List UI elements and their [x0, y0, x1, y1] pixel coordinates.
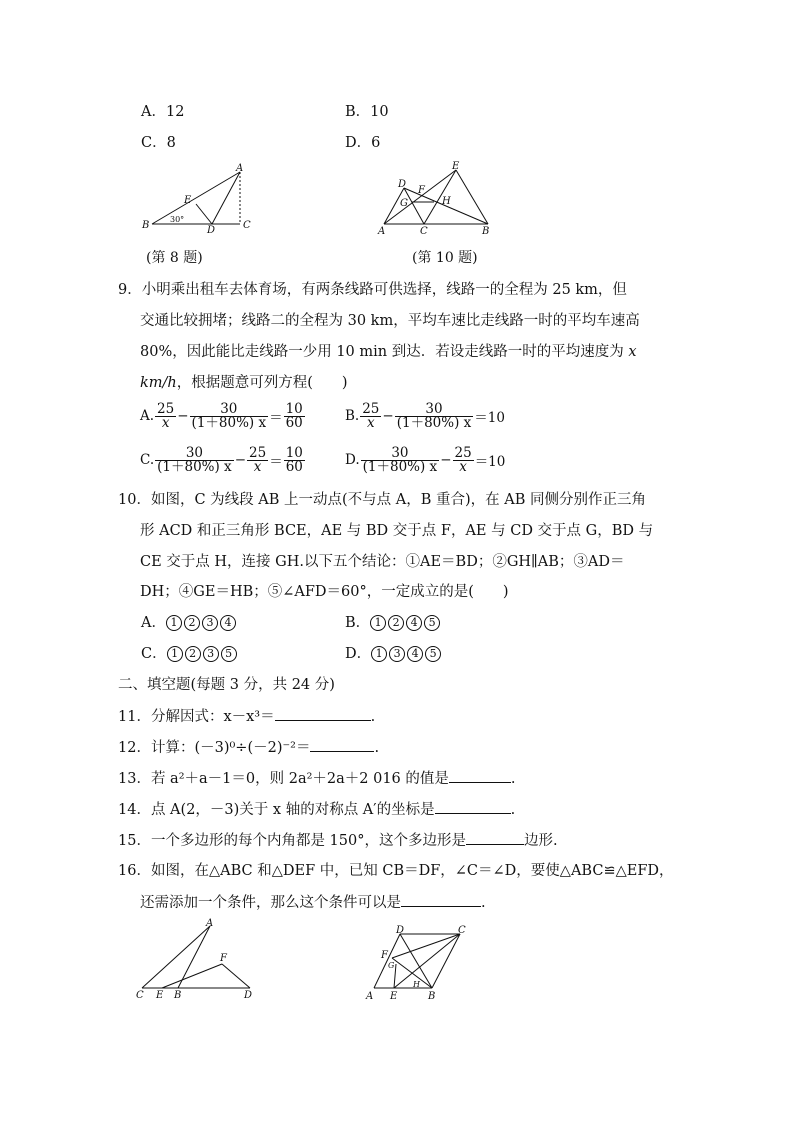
q10-line1: 10．如图，C 为线段 AB 上一动点(不与点 A，B 重合)，在 AB 同侧分别作正三角: [118, 492, 647, 508]
q16-label-c: C: [136, 990, 144, 1001]
q8-angle-label: 30°: [170, 215, 185, 224]
q16-figure: [134, 916, 258, 1002]
q8-label-e: E: [184, 195, 192, 206]
q8-label-c: C: [243, 220, 251, 231]
q8-label-a: A: [236, 163, 244, 174]
q10-line3: CE 交于点 H，连接 GH.以下五个结论：①AE＝BD；②GH∥AB；③AD＝: [140, 554, 625, 570]
q17-label-a: A: [366, 991, 374, 1002]
q10-label-c: C: [420, 226, 428, 237]
q8-option-d: D．6: [345, 135, 381, 151]
q8-figure: [140, 162, 260, 234]
q8-option-c: C．8: [141, 135, 176, 151]
q17-label-g: G: [388, 961, 395, 970]
q9-unit: km/h: [140, 375, 177, 391]
q16-label-e: E: [156, 990, 164, 1001]
q14-answer-blank[interactable]: [435, 799, 511, 814]
q9-text-1: 小明乘出租车去体育场，有两条线路可供选择，线路一的全程为 25 km，但: [141, 282, 627, 298]
q10-label-a: A: [378, 226, 386, 237]
q9-var-x: x: [628, 344, 637, 360]
q16-line2: 还需添加一个条件，那么这个条件可以是 .: [140, 892, 486, 913]
q10-label-f: F: [418, 185, 425, 196]
q13: 13．若 a²＋a－1＝0，则 2a²＋2a＋2 016 的值是 .: [118, 768, 516, 789]
q16-line1: 16．如图，在△ABC 和△DEF 中，已知 CB＝DF，∠C＝∠D，要使△ABC≌△EFD，: [118, 863, 674, 879]
q9-text-3: 80%，因此能比走线路一少用 10 min 到达．若设走线路一时的平均速度为: [140, 344, 624, 360]
q10-figure: [376, 160, 496, 238]
q10-caption: (第 10 题): [412, 250, 478, 266]
q9-line2: 交通比较拥堵；线路二的全程为 30 km，平均车速比走线路一时的平均车速高: [140, 313, 640, 329]
q12: 12．计算：(－3)⁰÷(－2)⁻²＝ .: [118, 737, 379, 758]
q10-option-d: D． 1 3 4 5: [345, 644, 443, 664]
q9-line4: [140, 373, 348, 393]
q17-figure: [362, 922, 474, 1004]
q9-option-d: D. $\frac{30}{(1+80\%) x}$ − $\frac{25}{x}$ ＝10: [345, 444, 506, 475]
q10-label-g: G: [400, 198, 408, 209]
q16-label-f: F: [220, 953, 227, 964]
q17-label-f: F: [381, 950, 388, 961]
q8-caption: (第 8 题): [146, 250, 203, 266]
q10-label-d: D: [398, 179, 407, 190]
q16-label-d: D: [244, 990, 253, 1001]
q10-label-b: B: [482, 226, 490, 237]
q17-label-h: H: [413, 980, 420, 989]
q9-option-c: C. $\frac{30}{(1+80\%) x}$ − $\frac{25}{x}$ ＝ $\frac{10}{60}$: [140, 444, 303, 475]
q10-option-a: A． 1 2 3 4: [141, 613, 238, 633]
q9-number: 9．: [118, 282, 142, 298]
q10-number: 10．: [118, 492, 151, 508]
q8-label-d: D: [207, 225, 216, 234]
q9-option-a: A. $\frac{25}{x}$ − $\frac{30}{(1+80\%) x}$ ＝ $\frac{10}{60}$: [140, 400, 303, 431]
q14: 14．点 A(2，－3)关于 x 轴的对称点 A′的坐标是 .: [118, 799, 515, 820]
q16-answer-blank[interactable]: [401, 892, 481, 907]
q9-line3: [140, 342, 637, 362]
q16-label-a: A: [206, 918, 214, 929]
section-fill-in-heading: 二、填空题(每题 3 分，共 24 分): [118, 677, 335, 693]
q9-text-4: ，根据题意可列方程( ): [176, 375, 348, 391]
q17-label-c: C: [458, 925, 466, 936]
q8-option-a: A．12: [141, 104, 185, 120]
q10-label-h: H: [442, 196, 451, 207]
q15-answer-blank[interactable]: [466, 830, 524, 845]
q11-answer-blank[interactable]: [275, 706, 371, 721]
q9-option-b: B. $\frac{25}{x}$ − $\frac{30}{(1+80\%) x}$ ＝10: [345, 400, 505, 431]
q10-option-b: B． 1 2 4 5: [345, 613, 442, 633]
q13-answer-blank[interactable]: [449, 768, 511, 783]
q10-line4: DH；④GE＝HB；⑤∠AFD＝60°，一定成立的是( ): [140, 584, 509, 600]
q15: 15．一个多边形的每个内角都是 150°，这个多边形是 边形.: [118, 830, 558, 851]
q16-label-b: B: [174, 990, 182, 1001]
q17-label-b: B: [428, 991, 436, 1002]
q10-line2: 形 ACD 和正三角形 BCE，AE 与 BD 交于点 F，AE 与 CD 交于点 G，BD 与: [140, 523, 654, 539]
q17-label-e: E: [390, 991, 398, 1002]
q9-line1: [118, 280, 627, 300]
q10-label-e: E: [452, 161, 460, 172]
q12-answer-blank[interactable]: [310, 737, 374, 752]
q8-label-b: B: [142, 220, 150, 231]
q10-option-c: C． 1 2 3 5: [141, 644, 239, 664]
q8-option-b: B．10: [345, 104, 389, 120]
q17-label-d: D: [396, 925, 405, 936]
q11: 11．分解因式：x－x³＝ .: [118, 706, 375, 727]
